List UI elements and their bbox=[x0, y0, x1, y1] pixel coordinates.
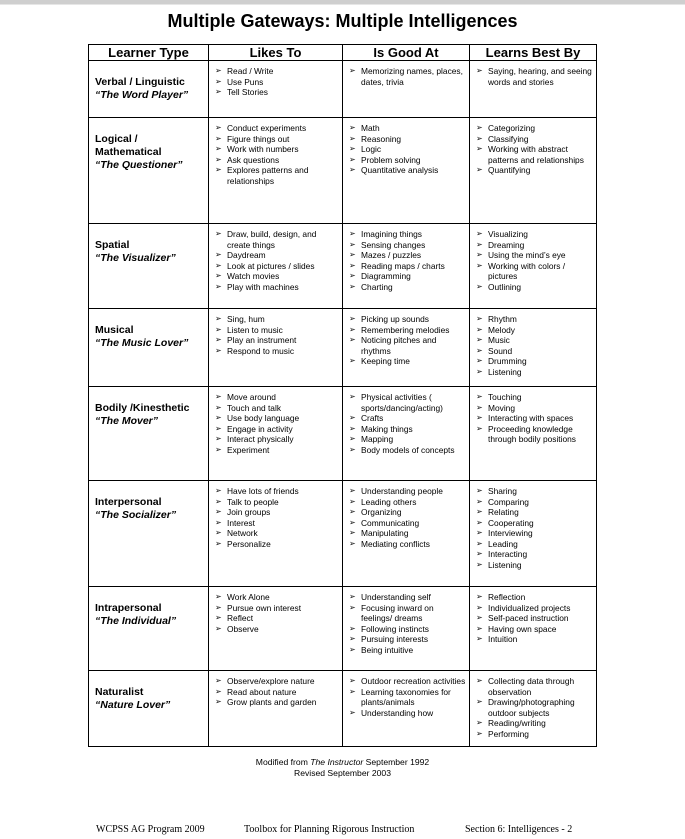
bullet-list bbox=[209, 671, 342, 708]
list-item: ➢ Read about nature bbox=[215, 687, 340, 698]
list-item: ➢ Sensing changes bbox=[349, 240, 467, 251]
likes-to-cell bbox=[209, 309, 343, 387]
list-item: ➢ Mazes / puzzles bbox=[349, 250, 467, 261]
bullet-list bbox=[470, 671, 596, 739]
bullet-list bbox=[343, 118, 469, 176]
list-item: ➢ Experiment bbox=[215, 445, 340, 456]
list-item: ➢ Learning taxonomies for plants/animals bbox=[349, 687, 467, 708]
list-item: ➢ Understanding how bbox=[349, 708, 467, 719]
list-item: ➢ Moving bbox=[476, 403, 594, 414]
list-item: ➢ Drumming bbox=[476, 356, 594, 367]
list-item: ➢ Interact physically bbox=[215, 434, 340, 445]
learner-type-cell bbox=[89, 587, 209, 671]
list-item: ➢ Charting bbox=[349, 282, 467, 293]
list-item: ➢ Following instincts bbox=[349, 624, 467, 635]
likes-to-cell bbox=[209, 481, 343, 587]
learner-type-name: Bodily /Kinesthetic bbox=[95, 402, 190, 414]
likes-to-cell bbox=[209, 587, 343, 671]
list-item: ➢ Tell Stories bbox=[215, 87, 340, 98]
intelligences-table bbox=[88, 44, 597, 747]
is-good-at-cell bbox=[343, 309, 470, 387]
list-item: ➢ Music bbox=[476, 335, 594, 346]
page-title: Multiple Gateways: Multiple Intelligences bbox=[167, 11, 518, 31]
list-item: ➢ Visualizing bbox=[476, 229, 594, 240]
list-item: ➢ Touching bbox=[476, 392, 594, 403]
learner-type-name: Intrapersonal bbox=[95, 602, 162, 614]
table-row bbox=[89, 481, 597, 587]
credit-prefix: Modified from bbox=[255, 757, 311, 767]
list-item: ➢ Explores patterns and relationships bbox=[215, 165, 340, 186]
list-item: ➢ Read / Write bbox=[215, 66, 340, 77]
list-item: ➢ Cooperating bbox=[476, 518, 594, 529]
likes-to-cell bbox=[209, 387, 343, 481]
list-item: ➢ Observe bbox=[215, 624, 340, 635]
list-item: ➢ Pursuing interests bbox=[349, 634, 467, 645]
list-item: ➢ Individualized projects bbox=[476, 603, 594, 614]
bullet-list bbox=[209, 61, 342, 98]
list-item: ➢ Picking up sounds bbox=[349, 314, 467, 325]
list-item: ➢ Engage in activity bbox=[215, 424, 340, 435]
list-item: ➢ Logic bbox=[349, 144, 467, 155]
list-item: ➢ Having own space bbox=[476, 624, 594, 635]
bullet-list bbox=[209, 481, 342, 549]
list-item: ➢ Reading/writing bbox=[476, 718, 594, 729]
learner-type-label bbox=[89, 118, 208, 172]
likes-to-cell bbox=[209, 118, 343, 224]
list-item: ➢ Move around bbox=[215, 392, 340, 403]
list-item: ➢ Look at pictures / slides bbox=[215, 261, 340, 272]
list-item: ➢ Respond to music bbox=[215, 346, 340, 357]
bullet-list bbox=[343, 387, 469, 455]
list-item: ➢ Proceeding knowledge through bodily positions bbox=[476, 424, 594, 445]
list-item: ➢ Focusing inward on feelings/ dreams bbox=[349, 603, 467, 624]
list-item: ➢ Draw, build, design, and create things bbox=[215, 229, 340, 250]
list-item: ➢ Math bbox=[349, 123, 467, 134]
list-item: ➢ Comparing bbox=[476, 497, 594, 508]
list-item: ➢ Remembering melodies bbox=[349, 325, 467, 336]
bullet-list bbox=[209, 118, 342, 186]
list-item: ➢ Network bbox=[215, 528, 340, 539]
list-item: ➢ Crafts bbox=[349, 413, 467, 424]
learner-type-name: Spatial bbox=[95, 239, 130, 251]
is-good-at-cell bbox=[343, 118, 470, 224]
credit-line bbox=[0, 757, 685, 768]
table-row bbox=[89, 61, 597, 118]
list-item: ➢ Sing, hum bbox=[215, 314, 340, 325]
bullet-list bbox=[209, 224, 342, 292]
list-item: ➢ Organizing bbox=[349, 507, 467, 518]
learner-type-name: Verbal / Linguistic bbox=[95, 76, 185, 88]
learner-type-label bbox=[89, 224, 208, 265]
list-item: ➢ Imagining things bbox=[349, 229, 467, 240]
bullet-list bbox=[470, 587, 596, 645]
list-item: ➢ Quantitative analysis bbox=[349, 165, 467, 176]
table-row bbox=[89, 224, 597, 309]
top-border-shadow bbox=[0, 4, 685, 5]
bullet-list bbox=[343, 671, 469, 718]
list-item: ➢ Listen to music bbox=[215, 325, 340, 336]
list-item: ➢ Conduct experiments bbox=[215, 123, 340, 134]
learner-type-label bbox=[89, 309, 208, 350]
bullet-list bbox=[470, 61, 596, 87]
list-item: ➢ Touch and talk bbox=[215, 403, 340, 414]
list-item: ➢ Join groups bbox=[215, 507, 340, 518]
list-item: ➢ Mapping bbox=[349, 434, 467, 445]
learns-best-by-cell bbox=[470, 309, 597, 387]
list-item: ➢ Daydream bbox=[215, 250, 340, 261]
list-item: ➢ Intuition bbox=[476, 634, 594, 645]
learns-best-by-cell bbox=[470, 387, 597, 481]
list-item: ➢ Memorizing names, places, dates, trivia bbox=[349, 66, 467, 87]
footer-right: Section 6: Intelligences - 2 bbox=[465, 824, 573, 835]
header-is-good-at: Is Good At bbox=[343, 45, 470, 61]
list-item: ➢ Working with colors / pictures bbox=[476, 261, 594, 282]
list-item: ➢ Interest bbox=[215, 518, 340, 529]
list-item: ➢ Interacting with spaces bbox=[476, 413, 594, 424]
learner-type-label bbox=[89, 387, 208, 428]
list-item: ➢ Reflection bbox=[476, 592, 594, 603]
learner-type-cell bbox=[89, 224, 209, 309]
list-item: ➢ Self-paced instruction bbox=[476, 613, 594, 624]
likes-to-cell bbox=[209, 224, 343, 309]
learns-best-by-cell bbox=[470, 481, 597, 587]
learner-type-nickname: “The Socializer” bbox=[95, 509, 177, 521]
list-item: ➢ Figure things out bbox=[215, 134, 340, 145]
credit-source: The Instructor bbox=[310, 757, 364, 767]
table-row bbox=[89, 387, 597, 481]
list-item: ➢ Manipulating bbox=[349, 528, 467, 539]
list-item: ➢ Making things bbox=[349, 424, 467, 435]
learner-type-label bbox=[89, 481, 208, 522]
list-item: ➢ Physical activities ( sports/dancing/acting) bbox=[349, 392, 467, 413]
list-item: ➢ Rhythm bbox=[476, 314, 594, 325]
is-good-at-cell bbox=[343, 224, 470, 309]
header-learner-type: Learner Type bbox=[89, 45, 209, 61]
is-good-at-cell bbox=[343, 587, 470, 671]
credit-suffix: September 1992 bbox=[363, 757, 430, 767]
learner-type-label bbox=[89, 61, 208, 102]
list-item: ➢ Being intuitive bbox=[349, 645, 467, 656]
list-item: ➢ Drawing/photographing outdoor subjects bbox=[476, 697, 594, 718]
table-row bbox=[89, 671, 597, 747]
learner-type-nickname: “The Mover” bbox=[95, 415, 159, 427]
list-item: ➢ Work with numbers bbox=[215, 144, 340, 155]
list-item: ➢ Play an instrument bbox=[215, 335, 340, 346]
list-item: ➢ Reading maps / charts bbox=[349, 261, 467, 272]
list-item: ➢ Body models of concepts bbox=[349, 445, 467, 456]
learns-best-by-cell bbox=[470, 61, 597, 118]
list-item: ➢ Using the mind’s eye bbox=[476, 250, 594, 261]
bullet-list bbox=[470, 481, 596, 570]
list-item: ➢ Listening bbox=[476, 560, 594, 571]
learner-type-cell bbox=[89, 387, 209, 481]
bullet-list bbox=[343, 224, 469, 292]
list-item: ➢ Understanding self bbox=[349, 592, 467, 603]
list-item: ➢ Pursue own interest bbox=[215, 603, 340, 614]
bullet-list bbox=[470, 224, 596, 292]
is-good-at-cell bbox=[343, 387, 470, 481]
is-good-at-cell bbox=[343, 481, 470, 587]
learner-type-label bbox=[89, 671, 208, 712]
list-item: ➢ Use body language bbox=[215, 413, 340, 424]
list-item: ➢ Communicating bbox=[349, 518, 467, 529]
list-item: ➢ Working with abstract patterns and relationships bbox=[476, 144, 594, 165]
learns-best-by-cell bbox=[470, 224, 597, 309]
list-item: ➢ Problem solving bbox=[349, 155, 467, 166]
list-item: ➢ Interacting bbox=[476, 549, 594, 560]
is-good-at-cell bbox=[343, 61, 470, 118]
learner-type-nickname: “The Music Lover” bbox=[95, 337, 189, 349]
bullet-list bbox=[343, 481, 469, 549]
learner-type-nickname: “Nature Lover” bbox=[95, 699, 171, 711]
bullet-list bbox=[343, 61, 469, 87]
list-item: ➢ Use Puns bbox=[215, 77, 340, 88]
list-item: ➢ Watch movies bbox=[215, 271, 340, 282]
list-item: ➢ Work Alone bbox=[215, 592, 340, 603]
list-item: ➢ Saying, hearing, and seeing words and stories bbox=[476, 66, 594, 87]
table-row bbox=[89, 118, 597, 224]
list-item: ➢ Outlining bbox=[476, 282, 594, 293]
header-likes-to: Likes To bbox=[209, 45, 343, 61]
learner-type-label bbox=[89, 587, 208, 628]
list-item: ➢ Play with machines bbox=[215, 282, 340, 293]
list-item: ➢ Collecting data through observation bbox=[476, 676, 594, 697]
learner-type-cell bbox=[89, 61, 209, 118]
bullet-list bbox=[209, 309, 342, 356]
learns-best-by-cell bbox=[470, 671, 597, 747]
bullet-list bbox=[343, 309, 469, 367]
list-item: ➢ Classifying bbox=[476, 134, 594, 145]
is-good-at-cell bbox=[343, 671, 470, 747]
table-row bbox=[89, 587, 597, 671]
learns-best-by-cell bbox=[470, 118, 597, 224]
footer-left: WCPSS AG Program 2009 bbox=[96, 824, 205, 835]
list-item: ➢ Grow plants and garden bbox=[215, 697, 340, 708]
list-item: ➢ Personalize bbox=[215, 539, 340, 550]
list-item: ➢ Categorizing bbox=[476, 123, 594, 134]
list-item: ➢ Observe/explore nature bbox=[215, 676, 340, 687]
list-item: ➢ Outdoor recreation activities bbox=[349, 676, 467, 687]
learner-type-name: Logical / Mathematical bbox=[95, 133, 162, 158]
learner-type-name: Musical bbox=[95, 324, 134, 336]
list-item: ➢ Interviewing bbox=[476, 528, 594, 539]
header-row bbox=[89, 45, 597, 61]
learner-type-cell bbox=[89, 309, 209, 387]
list-item: ➢ Leading others bbox=[349, 497, 467, 508]
footer-center: Toolbox for Planning Rigorous Instruction bbox=[244, 824, 415, 835]
list-item: ➢ Diagramming bbox=[349, 271, 467, 282]
learner-type-name: Naturalist bbox=[95, 686, 144, 698]
credit-revised: Revised September 2003 bbox=[294, 768, 391, 778]
learner-type-nickname: “The Individual” bbox=[95, 615, 177, 627]
list-item: ➢ Ask questions bbox=[215, 155, 340, 166]
list-item: ➢ Reflect bbox=[215, 613, 340, 624]
list-item: ➢ Melody bbox=[476, 325, 594, 336]
list-item: ➢ Sound bbox=[476, 346, 594, 357]
bullet-list bbox=[470, 387, 596, 445]
list-item: ➢ Reasoning bbox=[349, 134, 467, 145]
bullet-list bbox=[470, 118, 596, 176]
list-item: ➢ Listening bbox=[476, 367, 594, 378]
learner-type-nickname: “The Questioner” bbox=[95, 159, 183, 171]
bullet-list bbox=[470, 309, 596, 377]
list-item: ➢ Relating bbox=[476, 507, 594, 518]
bullet-list bbox=[343, 587, 469, 655]
list-item: ➢ Dreaming bbox=[476, 240, 594, 251]
list-item: ➢ Leading bbox=[476, 539, 594, 550]
learner-type-nickname: “The Word Player” bbox=[95, 89, 189, 101]
learner-type-cell bbox=[89, 671, 209, 747]
learner-type-nickname: “The Visualizer” bbox=[95, 252, 176, 264]
list-item: ➢ Performing bbox=[476, 729, 594, 740]
list-item: ➢ Keeping time bbox=[349, 356, 467, 367]
list-item: ➢ Have lots of friends bbox=[215, 486, 340, 497]
learner-type-cell bbox=[89, 118, 209, 224]
learner-type-name: Interpersonal bbox=[95, 496, 162, 508]
likes-to-cell bbox=[209, 671, 343, 747]
credit-note bbox=[0, 757, 685, 779]
learns-best-by-cell bbox=[470, 587, 597, 671]
learner-type-cell bbox=[89, 481, 209, 587]
likes-to-cell bbox=[209, 61, 343, 118]
list-item: ➢ Mediating conflicts bbox=[349, 539, 467, 550]
list-item: ➢ Noticing pitches and rhythms bbox=[349, 335, 467, 356]
list-item: ➢ Sharing bbox=[476, 486, 594, 497]
table-row bbox=[89, 309, 597, 387]
bullet-list bbox=[209, 387, 342, 455]
list-item: ➢ Quantifying bbox=[476, 165, 594, 176]
list-item: ➢ Understanding people bbox=[349, 486, 467, 497]
bullet-list bbox=[209, 587, 342, 634]
list-item: ➢ Talk to people bbox=[215, 497, 340, 508]
header-learns-best-by: Learns Best By bbox=[470, 45, 597, 61]
